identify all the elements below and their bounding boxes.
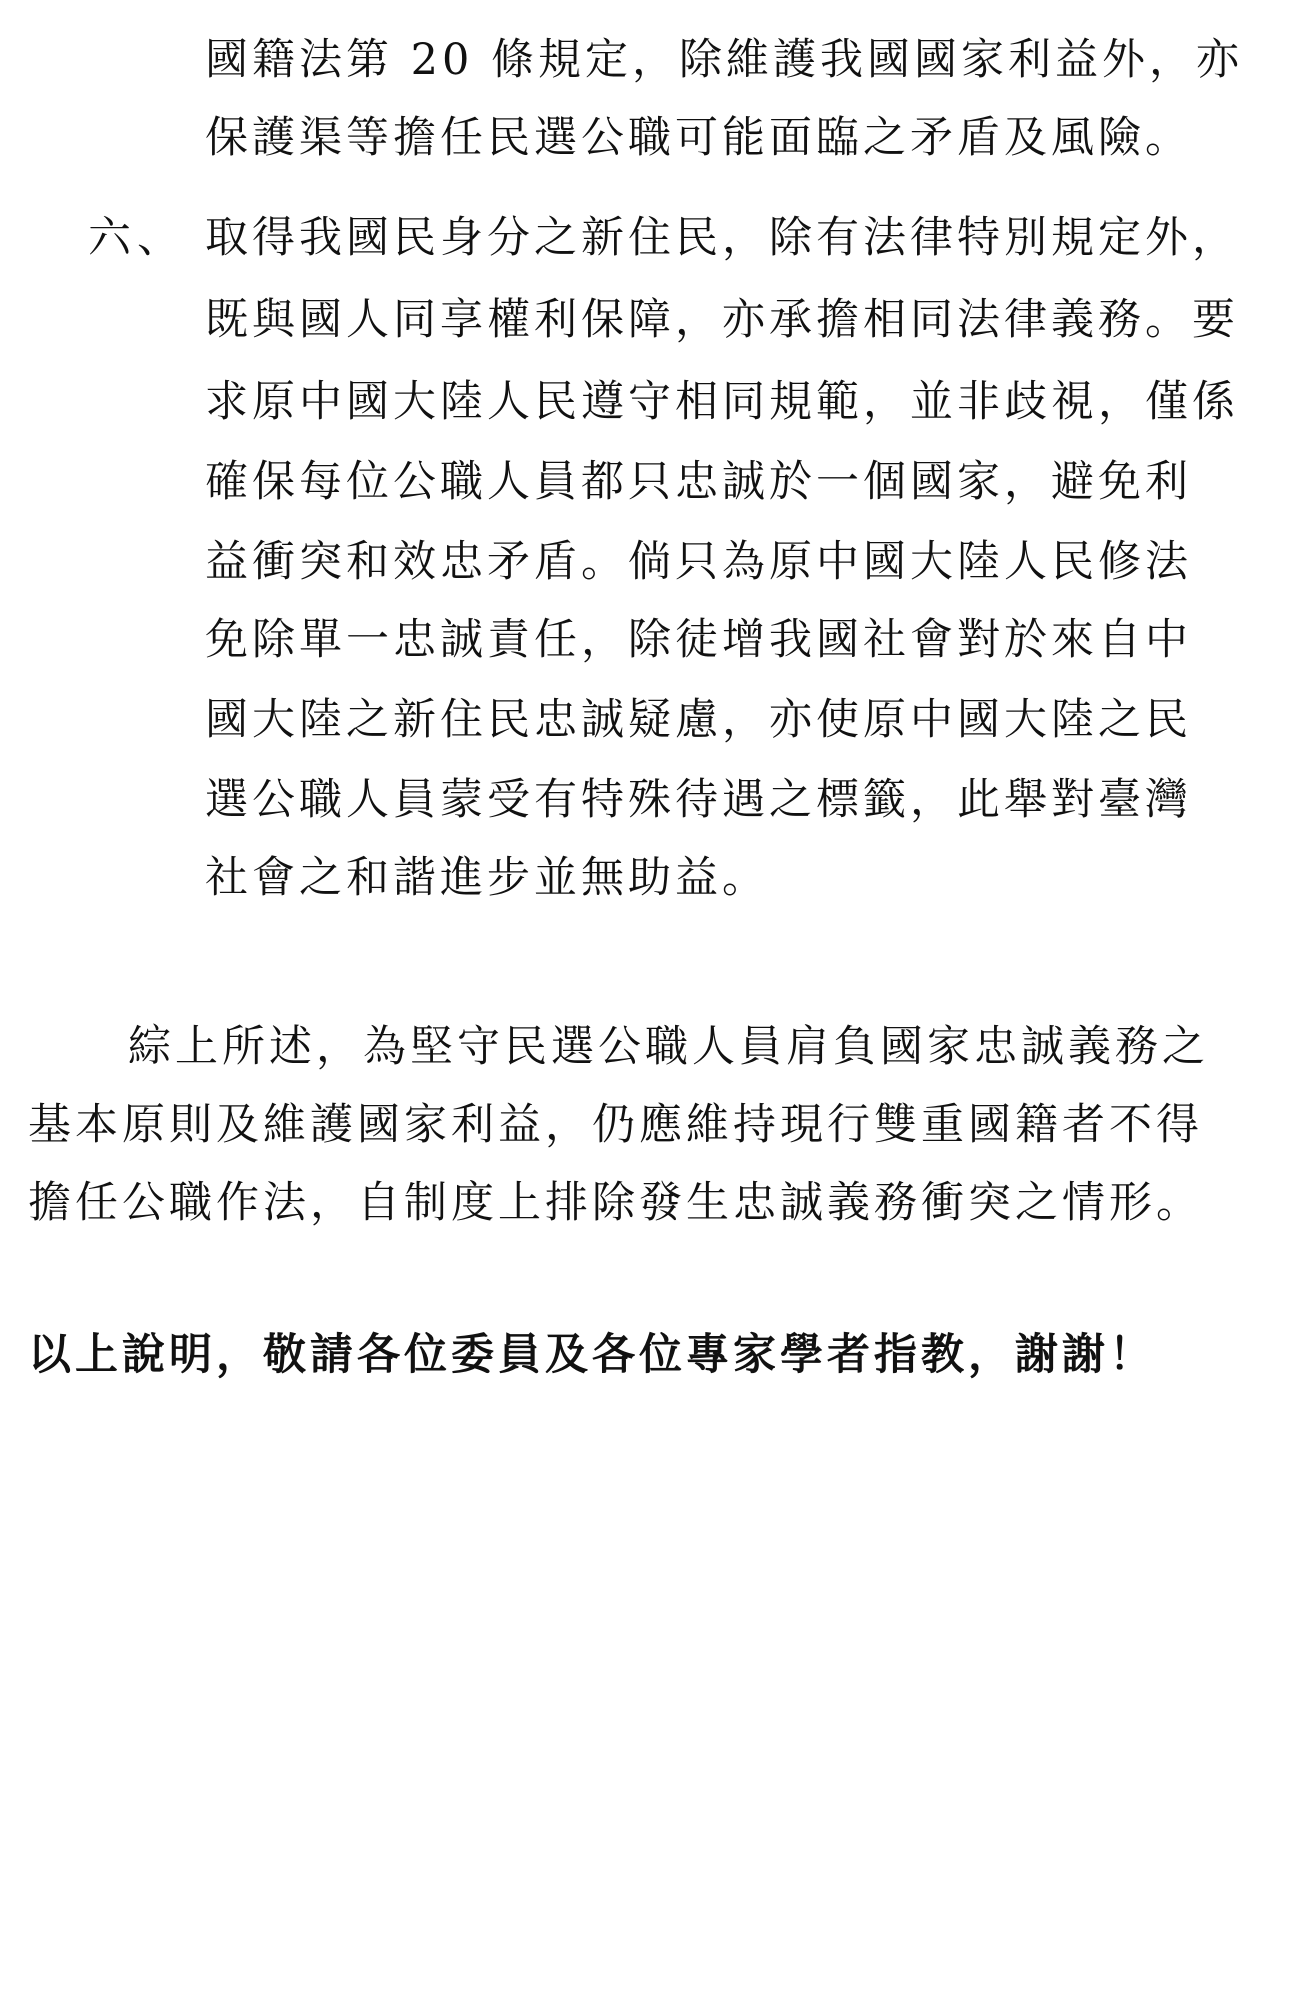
item-six-line: 求原中國大陸人民遵守相同規範，並非歧視，僅係 [205,377,1239,427]
item-six-line: 益衝突和效忠矛盾。倘只為原中國大陸人民修法 [205,537,1192,587]
item-six-line: 既與國人同享權利保障，亦承擔相同法律義務。要 [205,295,1239,345]
continuation-line: 國籍法第 20 條規定，除維護我國國家利益外，亦 [205,35,1244,85]
item-six-line: 社會之和諧進步並無助益。 [205,853,769,903]
continuation-line: 保護渠等擔任民選公職可能面臨之矛盾及風險。 [205,113,1192,163]
conclusion-line: 擔任公職作法，自制度上排除發生忠誠義務衝突之情形。 [28,1178,1203,1228]
conclusion-line: 綜上所述，為堅守民選公職人員肩負國家忠誠義務之 [128,1022,1209,1072]
item-six-line: 國大陸之新住民忠誠疑慮，亦使原中國大陸之民 [205,695,1192,745]
item-six-line: 取得我國民身分之新住民，除有法律特別規定外， [205,213,1239,263]
closing-remark: 以上說明，敬請各位委員及各位專家學者指教，謝謝！ [28,1330,1156,1380]
item-six-line: 選公職人員蒙受有特殊待遇之標籤，此舉對臺灣 [205,775,1192,825]
item-six-label: 六、 [88,213,186,263]
conclusion-line: 基本原則及維護國家利益，仍應維持現行雙重國籍者不得 [28,1100,1203,1150]
item-six-line: 免除單一忠誠責任，除徒增我國社會對於來自中 [205,615,1192,665]
item-six-line: 確保每位公職人員都只忠誠於一個國家，避免利 [205,457,1192,507]
